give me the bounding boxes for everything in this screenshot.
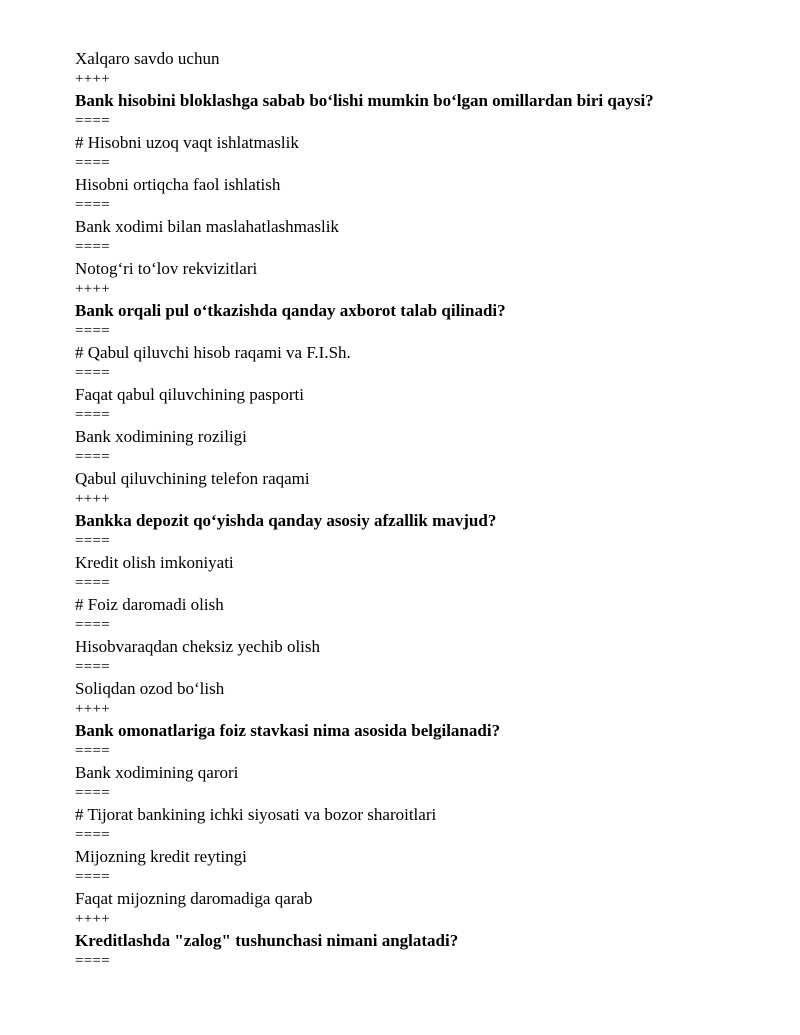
option-separator: ==== [75, 533, 111, 549]
question-text: Kreditlashda "zalog" tushunchasi nimani anglatadi? [75, 931, 459, 950]
question-text: Bank hisobini bloklashga sabab bo‘lishi mumkin bo‘lgan omillardan biri qaysi? [75, 91, 654, 110]
question-separator: ++++ [75, 701, 111, 717]
option-separator: ==== [75, 617, 111, 633]
option-separator: ==== [75, 785, 111, 801]
option-separator: ==== [75, 827, 111, 843]
question-separator: ++++ [75, 71, 111, 87]
option-separator: ==== [75, 743, 111, 759]
option-separator: ==== [75, 239, 111, 255]
answer-option: Xalqaro savdo uchun [75, 49, 220, 68]
option-separator: ==== [75, 323, 111, 339]
answer-option: Kredit olish imkoniyati [75, 553, 234, 572]
option-separator: ==== [75, 407, 111, 423]
option-separator: ==== [75, 113, 111, 129]
answer-option: Soliqdan ozod bo‘lish [75, 679, 225, 698]
answer-option: Qabul qiluvchining telefon raqami [75, 469, 310, 488]
answer-option: Faqat qabul qiluvchining pasporti [75, 385, 304, 404]
option-separator: ==== [75, 869, 111, 885]
question-text: Bank orqali pul o‘tkazishda qanday axborot talab qilinadi? [75, 301, 506, 320]
answer-option: Hisobvaraqdan cheksiz yechib olish [75, 637, 321, 656]
option-separator: ==== [75, 953, 111, 969]
question-separator: ++++ [75, 911, 111, 927]
question-separator: ++++ [75, 491, 111, 507]
option-separator: ==== [75, 197, 111, 213]
answer-option: Bank xodimining qarori [75, 763, 239, 782]
answer-option: Bank xodimining roziligi [75, 427, 247, 446]
correct-answer-option: # Qabul qiluvchi hisob raqami va F.I.Sh. [75, 343, 351, 362]
option-separator: ==== [75, 449, 111, 465]
correct-answer-option: # Hisobni uzoq vaqt ishlatmaslik [75, 133, 299, 152]
answer-option: Hisobni ortiqcha faol ishlatish [75, 175, 281, 194]
option-separator: ==== [75, 155, 111, 171]
question-text: Bankka depozit qo‘yishda qanday asosiy afzallik mavjud? [75, 511, 497, 530]
question-text: Bank omonatlariga foiz stavkasi nima asosida belgilanadi? [75, 721, 501, 740]
option-separator: ==== [75, 659, 111, 675]
question-separator: ++++ [75, 281, 111, 297]
option-separator: ==== [75, 575, 111, 591]
correct-answer-option: # Tijorat bankining ichki siyosati va bozor sharoitlari [75, 805, 437, 824]
answer-option: Faqat mijozning daromadiga qarab [75, 889, 313, 908]
answer-option: Bank xodimi bilan maslahatlashmaslik [75, 217, 339, 236]
answer-option: Mijozning kredit reytingi [75, 847, 247, 866]
option-separator: ==== [75, 365, 111, 381]
document-page [75, 48, 775, 972]
answer-option: Notog‘ri to‘lov rekvizitlari [75, 259, 258, 278]
correct-answer-option: # Foiz daromadi olish [75, 595, 224, 614]
